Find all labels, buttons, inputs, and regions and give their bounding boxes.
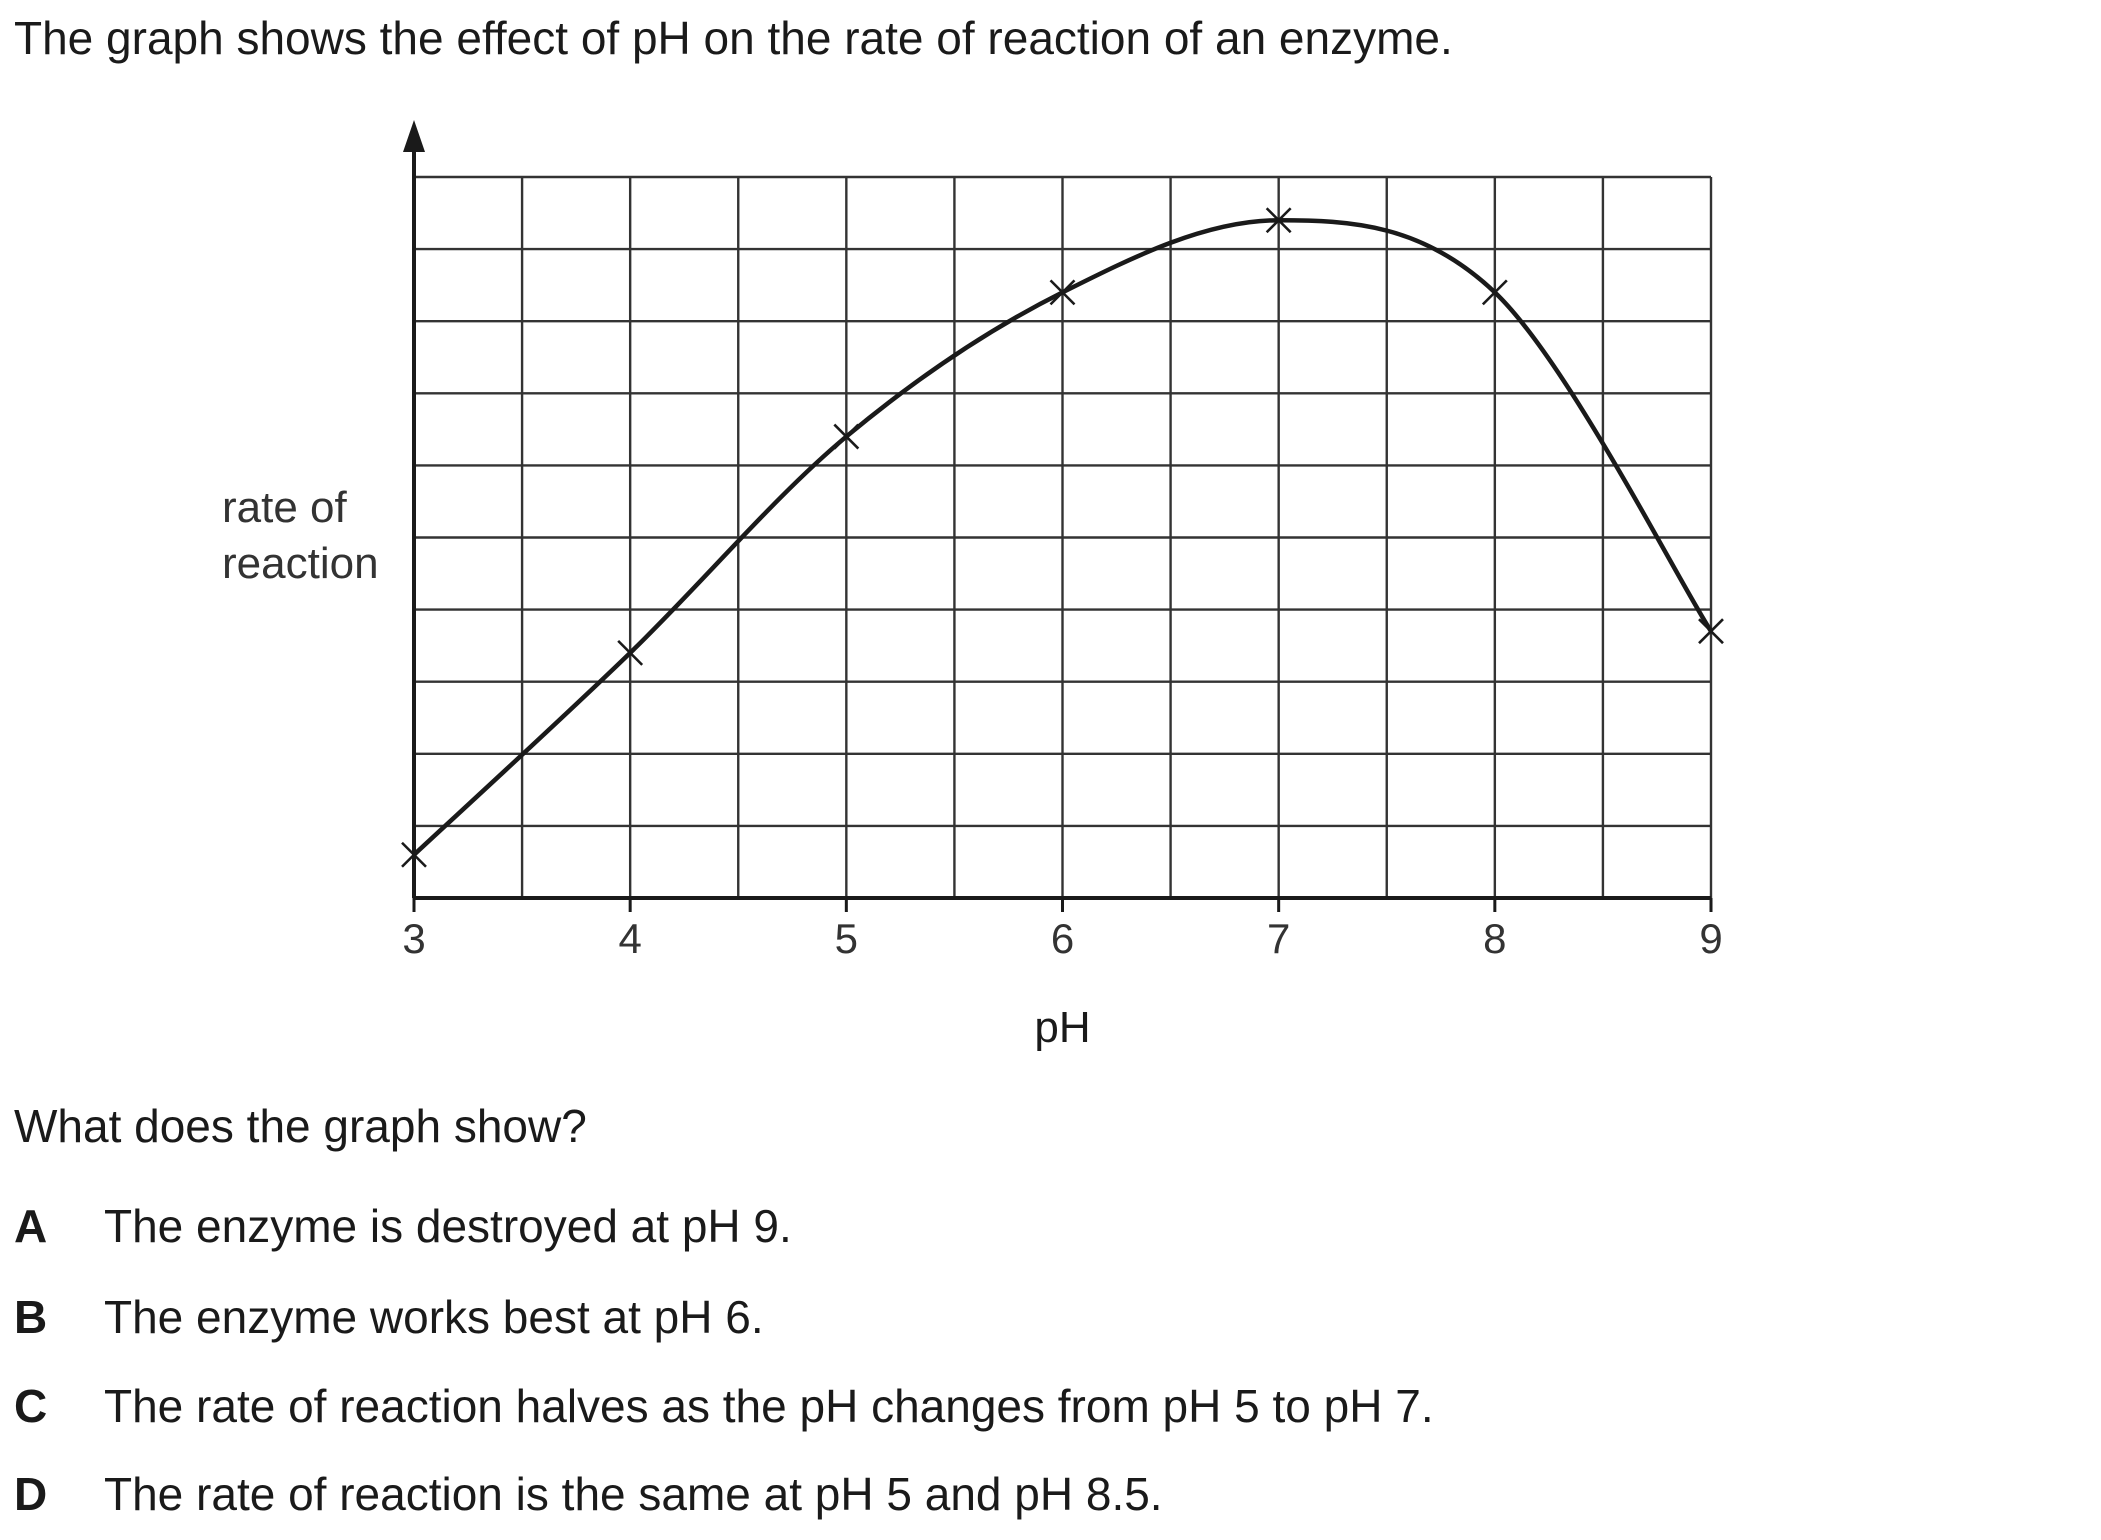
x-tick-label: 4 [618,915,642,962]
option-letter: C [14,1380,48,1432]
option-letter: D [14,1468,48,1520]
y-axis-label-line: rate of [222,483,347,532]
y-axis-label-line: reaction [222,539,379,588]
x-tick-label: 3 [402,915,426,962]
chart-axes [403,120,1711,912]
chart-labels [222,483,1723,1052]
x-axis-label: pH [1034,1003,1091,1052]
x-tick-label: 8 [1483,915,1507,962]
x-tick-label: 9 [1699,915,1723,962]
x-tick-label: 5 [834,915,859,962]
option-text: The rate of reaction halves as the pH changes from pH 5 to pH 7. [104,1380,1434,1432]
chart-grid [414,177,1711,898]
option-text: The enzyme is destroyed at pH 9. [104,1200,792,1252]
y-axis-arrow-icon [403,120,425,152]
x-tick-label: 6 [1050,915,1075,962]
y-axis-label [222,483,379,588]
option-text: The enzyme works best at pH 6. [104,1291,764,1343]
question-prompt: What does the graph show? [14,1100,587,1152]
option-letter: A [14,1200,48,1252]
x-tick-label: 7 [1266,915,1291,962]
option-letter: B [14,1291,48,1343]
question-intro: The graph shows the effect of pH on the rate of reaction of an enzyme. [14,12,1453,64]
option-text: The rate of reaction is the same at pH 5 and pH 8.5. [104,1468,1163,1520]
